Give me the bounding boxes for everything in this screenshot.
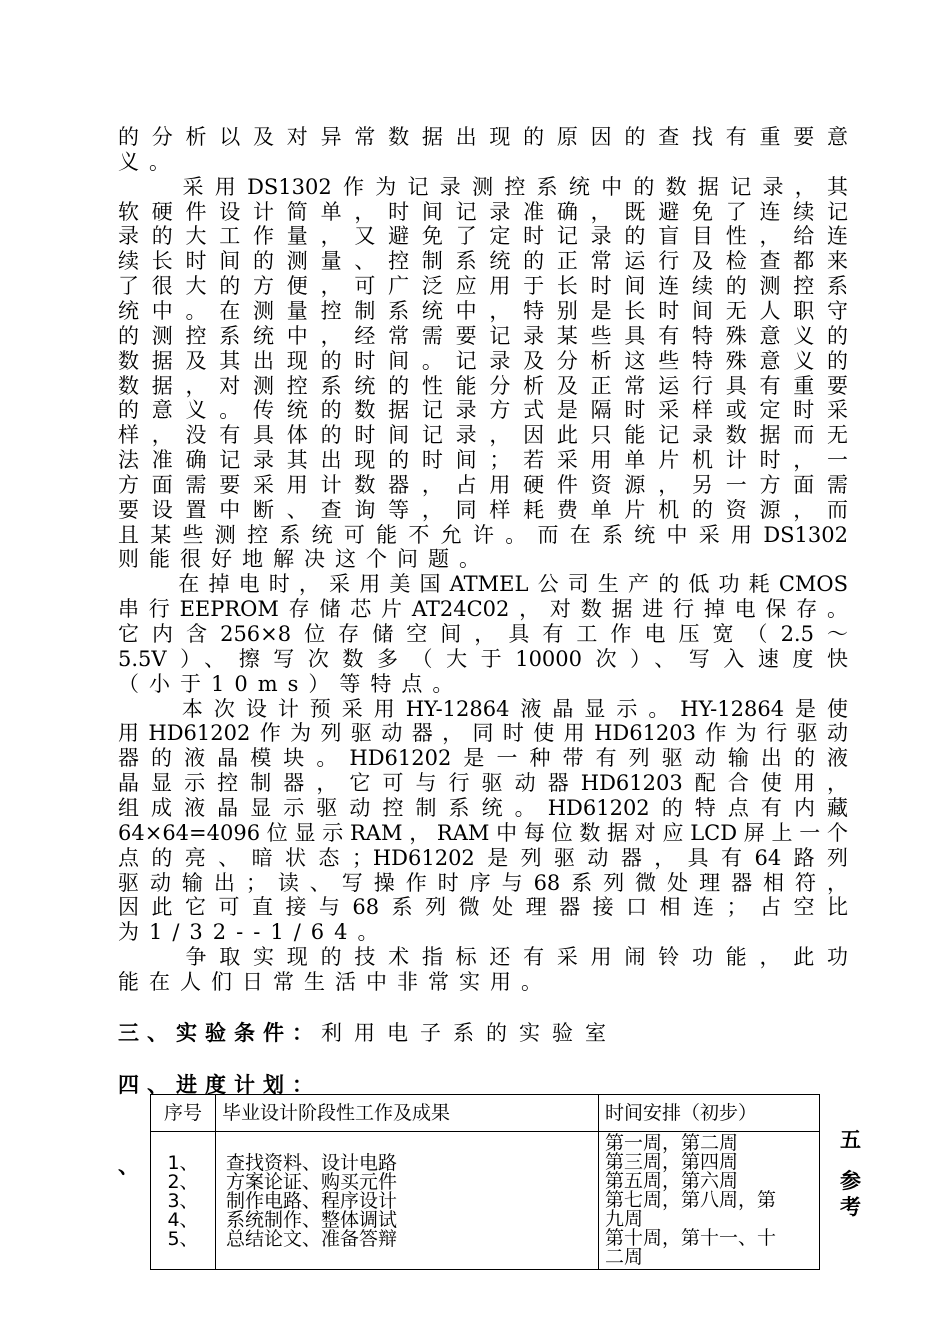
text-line: 能在人们日常生活中非常实用。 [118, 970, 552, 994]
text-line: 串行EEPROM存储芯片AT24C02，对数据进行掉电保存。 [118, 597, 848, 621]
number-item: 5、 [167, 1228, 199, 1250]
number-cell [151, 1132, 216, 1270]
task-item: 方案论证、购买元件 [226, 1171, 398, 1193]
time-item: 第五周，第六周 [605, 1170, 739, 1192]
section-3-heading [118, 1020, 618, 1046]
section-3-label: 三、实验条件： [118, 1020, 321, 1045]
text-line: 样，没有具体的时间记录，因此只能记录数据而无 [118, 423, 848, 447]
section-3-text: 利用电子系的实验室 [321, 1021, 618, 1045]
time-item: 第十周，第十一、十 [605, 1227, 777, 1249]
text-line: 本次设计预采用HY-12864液晶显示。HY-12864是使 [118, 697, 848, 721]
text-line: 数据及其出现的时间。记录及分析这些特殊意义的 [118, 349, 848, 373]
text-line: 因此它可直接与68系列微处理器接口相连；占空比 [118, 895, 848, 919]
text-line: 64×64=4096位显示RAM，RAM中每位数据对应LCD屏上一个 [118, 821, 848, 845]
time-item: 第三周，第四周 [605, 1151, 739, 1173]
text-line: 在掉电时，采用美国ATMEL公司生产的低功耗CMOS [118, 572, 848, 596]
text-line: 统中。在测量控制系统中，特别是长时间无人职守 [118, 299, 848, 323]
task-item: 查找资料、设计电路 [226, 1152, 398, 1174]
text-line: 驱动输出；读、写操作时序与68系列微处理器相符， [118, 871, 848, 895]
text-line: 且某些测控系统可能不允许。而在系统中采用DS1302 [118, 523, 848, 547]
number-item: 1、 [167, 1152, 199, 1174]
text-line: 用HD61202作为列驱动器，同时使用HD61203作为行驱动 [118, 721, 848, 745]
text-line: 义。 [118, 150, 180, 174]
text-line: 晶显示控制器，它可与行驱动器HD61203配合使用， [118, 771, 848, 795]
text-line: 录的大工作量，又避免了定时记录的盲目性，给连 [118, 224, 848, 248]
task-item: 制作电路、程序设计 [226, 1190, 398, 1212]
number-item: 4、 [167, 1209, 199, 1231]
section-5-subtitle: 参考 [840, 1168, 861, 1219]
time-item: 九周 [605, 1208, 644, 1230]
text-line: 方面需要采用计数器，占用硬件资源，另一方面需 [118, 473, 848, 497]
text-line: 采用DS1302作为记录测控系统中的数据记录，其 [118, 175, 848, 199]
section-5-label: 五 [840, 1127, 861, 1152]
text-line: 点的亮、暗状态；HD61202是列驱动器，具有64路列 [118, 846, 848, 870]
time-item: 二周 [605, 1246, 644, 1268]
stray-punctuation: 、 [118, 1153, 139, 1178]
text-line: 争取实现的技术指标还有采用闹铃功能，此功 [118, 945, 848, 969]
number-item: 3、 [167, 1190, 199, 1212]
text-line: 器的液晶模块。HD61202是一种带有列驱动输出的液 [118, 746, 848, 770]
text-line: 续长时间的测量、控制系统的正常运行及检查都来 [118, 249, 848, 273]
text-line: 要设置中断、查询等，同样耗费单片机的资源，而 [118, 498, 848, 522]
text-line: 组成液晶显示驱动控制系统。HD61202的特点有内藏 [118, 796, 848, 820]
schedule-table [150, 1094, 820, 1270]
text-line: 为1/32--1/64。 [118, 920, 389, 944]
task-cell [216, 1132, 599, 1270]
header-number: 序号 [151, 1095, 216, 1132]
number-item: 2、 [167, 1171, 199, 1193]
time-cell [599, 1132, 820, 1270]
table-body-row [151, 1132, 820, 1270]
header-task: 毕业设计阶段性工作及成果 [216, 1095, 599, 1132]
text-line: 5.5V）、擦写次数多（大于10000次）、写入速度快 [118, 647, 848, 671]
text-line: （小于10ms）等特点。 [118, 672, 464, 696]
text-line: 软硬件设计简单，时间记录准确，既避免了连续记 [118, 200, 848, 224]
text-line: 它内含256×8位存储空间，具有工作电压宽（2.5～ [118, 622, 848, 646]
time-item: 第一周，第二周 [605, 1132, 739, 1154]
text-line: 法准确记录其出现的时间；若采用单片机计时，一 [118, 448, 848, 472]
text-line: 数据，对测控系统的性能分析及正常运行具有重要 [118, 374, 848, 398]
task-item: 总结论文、准备答辩 [226, 1228, 398, 1250]
section-4-label: 四、进度计划： [118, 1072, 321, 1097]
table-header-row [151, 1095, 820, 1132]
time-item: 第七周，第八周，第 [605, 1189, 777, 1211]
text-line: 的分析以及对异常数据出现的原因的查找有重要意 [118, 125, 848, 149]
text-line: 的意义。传统的数据记录方式是隔时采样或定时采 [118, 398, 848, 422]
header-time: 时间安排（初步） [599, 1095, 820, 1132]
text-line: 了很大的方便，可广泛应用于长时间连续的测控系 [118, 274, 848, 298]
text-line: 则能很好地解决这个问题。 [118, 547, 490, 571]
text-line: 的测控系统中，经常需要记录某些具有特殊意义的 [118, 324, 848, 348]
task-item: 系统制作、整体调试 [226, 1209, 398, 1231]
